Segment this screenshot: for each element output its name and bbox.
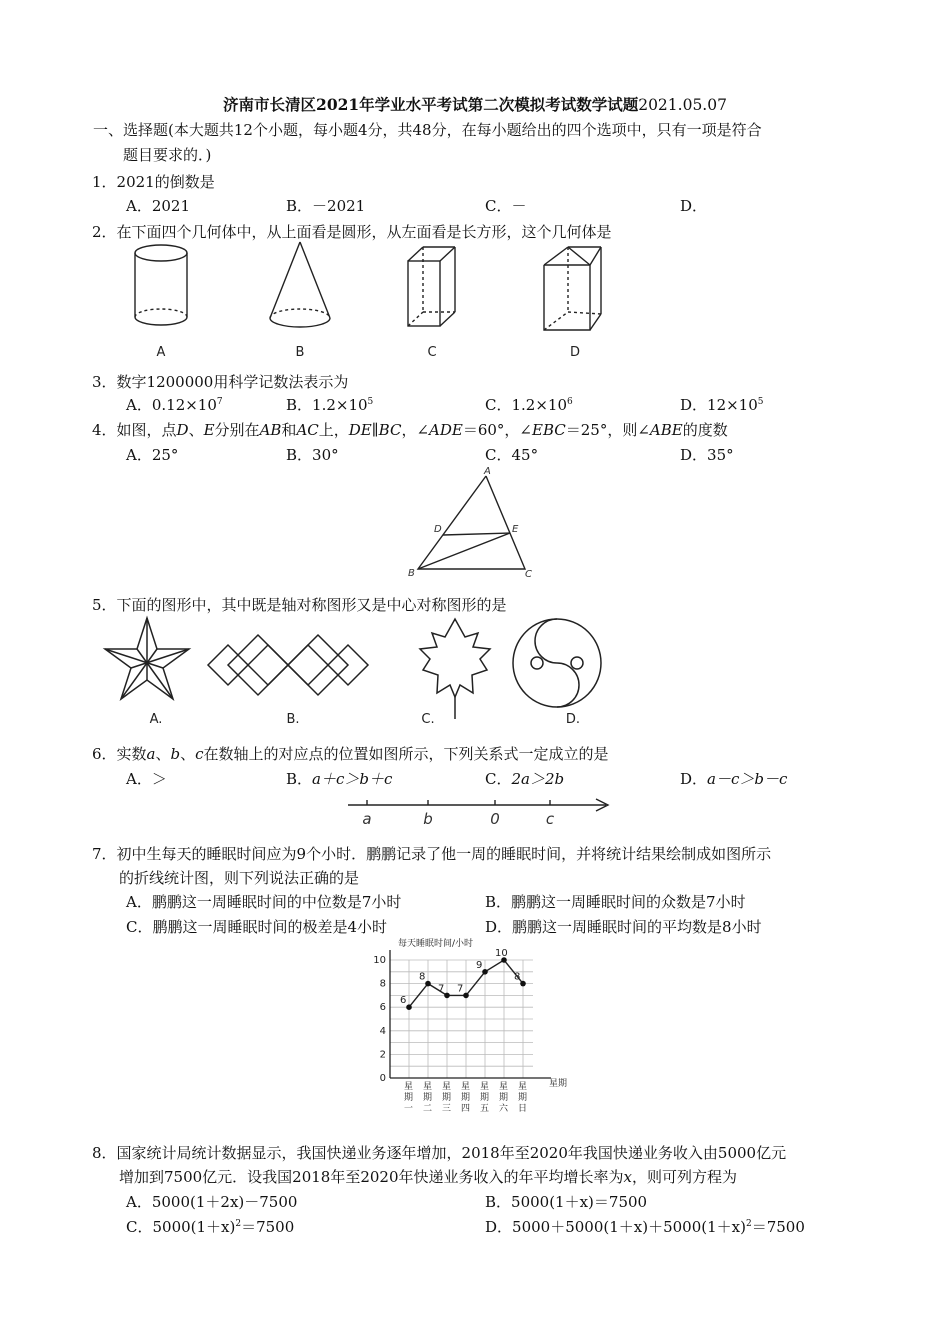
sleep-line-chart: [360, 938, 575, 1130]
q7-stem: 7．初中生每天的睡眠时间应为9个小时．鹏鹏记录了他一周的睡眠时间，并将统计结果绘制成如图所示: [92, 845, 772, 863]
chart-data-label: 6: [400, 995, 407, 1007]
q6-number-line: [340, 792, 615, 832]
chart-title: 每天睡眠时间/小时: [398, 939, 474, 949]
page-title: 济南市长清区2021年学业水平考试第二次模拟考试数学试题2021.05.07: [223, 95, 727, 114]
q3-option-a: A．$0.12\times 10^7$: [126, 396, 223, 414]
chart-point: [425, 981, 431, 987]
q6-option-b: B．a＋c＞b＋c: [286, 770, 393, 788]
chart-x-tick-label: 星期六: [499, 1082, 509, 1114]
chart-y-tick-label: 10: [373, 955, 386, 966]
chart-y-tick-label: 6: [379, 1002, 386, 1014]
q7-option-b: B．鹏鹏这一周睡眠时间的众数是7小时: [485, 893, 746, 911]
chart-x-tick-label: 星期二: [423, 1082, 433, 1114]
q6-axis-label-zero: 0: [490, 810, 500, 828]
chart-x-tick-label: 星期三: [442, 1082, 452, 1114]
q8-stem: 8．国家统计局统计数据显示，我国快递业务逐年增加，2018年至2020年我国快递业务收入由5000亿元: [92, 1144, 787, 1162]
q8-option-d: D．$5000+5000(1+x)+5000(1+x)^2=7500$: [485, 1218, 805, 1236]
chart-point: [520, 981, 526, 987]
q4-point-b: B: [408, 568, 415, 579]
chart-data-label: 9: [476, 959, 483, 971]
q7-option-a: A．鹏鹏这一周睡眠时间的中位数是7小时: [126, 893, 402, 911]
q8-stem-cont: 增加到7500亿元．设我国2018年至2020年快递业务收入的年平均增长率为x，则可列方程为: [119, 1168, 738, 1186]
chart-x-tick-label: 星期五: [480, 1082, 490, 1114]
q2-label-c: C: [427, 345, 437, 360]
q4-triangle-figure: [400, 466, 550, 581]
q3-stem: 3．数字1200000用科学记数法表示为: [92, 373, 349, 391]
chart-point: [444, 993, 450, 999]
chart-point: [482, 969, 488, 975]
chart-y-tick-label: 4: [379, 1025, 386, 1037]
q4-stem: 4．如图，点D、E分别在AB和AC上，DE∥BC，∠ADE＝60°，∠EBC＝25°，则∠ABE的度数: [92, 421, 728, 439]
q5-shapes-figure: [100, 615, 620, 733]
q7-stem-cont: 的折线统计图，则下列说法正确的是: [119, 869, 360, 887]
q1-option-a: A．2021: [126, 197, 191, 215]
q2-label-b: B: [295, 345, 305, 360]
section-instruction: 一、选择题(本大题共12个小题，每小题4分，共48分，在每小题给出的四个选项中，只有一项是符合: [93, 121, 762, 139]
q8-option-a: A．5000(1＋2x)－7500: [126, 1193, 298, 1211]
chart-data-label: 8: [514, 971, 521, 983]
q4-option-b: B．30°: [286, 446, 339, 464]
q1-option-b: B．－2021: [286, 197, 366, 215]
chart-x-tick-label: 星期四: [461, 1082, 471, 1114]
chart-y-tick-label: 8: [379, 978, 386, 990]
q6-axis-label-c: c: [545, 810, 555, 828]
q6-stem: 6．实数a、b、c在数轴上的对应点的位置如图所示，下列关系式一定成立的是: [92, 745, 609, 763]
q6-option-c: C．2a＞2b: [485, 770, 565, 788]
section-instruction-cont: 题目要求的．): [123, 146, 212, 164]
chart-x-tick-label: 星期一: [404, 1082, 414, 1114]
chart-y-tick-label: 2: [379, 1049, 386, 1061]
chart-point: [406, 1004, 412, 1010]
q1-option-d: D．: [680, 197, 708, 215]
q5-stem: 5．下面的图形中，其中既是轴对称图形又是中心对称图形的是: [92, 596, 507, 614]
chart-data-label: 7: [438, 983, 445, 995]
q6-axis-label-a: a: [362, 810, 372, 828]
q2-label-a: A: [156, 345, 166, 360]
q4-point-e: E: [512, 524, 519, 535]
q5-label-c: C.: [421, 712, 435, 727]
chart-data-label: 8: [419, 971, 426, 983]
q6-axis-label-b: b: [423, 810, 433, 828]
q2-solids-figure: [120, 240, 640, 365]
q5-label-d: D.: [565, 712, 581, 727]
q8-option-c: C．$5000(1+x)^2=7500$: [126, 1218, 295, 1236]
q4-point-d: D: [434, 524, 442, 535]
q4-option-a: A．25°: [126, 446, 179, 464]
q2-stem: 2．在下面四个几何体中，从上面看是圆形，从左面看是长方形，这个几何体是: [92, 223, 612, 241]
q4-option-d: D．35°: [680, 446, 734, 464]
q3-option-c: C．$1.2\times 10^6$: [485, 396, 573, 414]
q7-option-c: C．鹏鹏这一周睡眠时间的极差是4小时: [126, 918, 388, 936]
q2-label-d: D: [569, 345, 581, 360]
chart-point: [463, 993, 469, 999]
q6-option-d: D．a－c＞b－c: [680, 770, 788, 788]
q3-option-b: B．$1.2\times 10^5$: [286, 396, 374, 414]
chart-x-axis-label: 星期: [549, 1079, 568, 1089]
q5-label-a: A.: [149, 712, 163, 727]
q6-option-a: A．＞: [126, 770, 167, 788]
q5-label-b: B.: [286, 712, 300, 727]
chart-data-label: 10: [495, 948, 508, 959]
q7-option-d: D．鹏鹏这一周睡眠时间的平均数是8小时: [485, 918, 762, 936]
q4-point-c: C: [525, 569, 532, 580]
q3-option-d: D．$12\times 10^5$: [680, 396, 764, 414]
q8-option-b: B．5000(1＋x)＝7500: [485, 1193, 648, 1211]
chart-x-tick-label: 星期日: [518, 1082, 528, 1114]
q1-option-c: C．－: [485, 197, 527, 215]
chart-data-label: 7: [457, 983, 464, 995]
q4-point-a: A: [484, 466, 491, 477]
q4-option-c: C．45°: [485, 446, 539, 464]
q1-stem: 1．2021的倒数是: [92, 173, 215, 191]
chart-y-tick-label: 0: [379, 1073, 386, 1084]
